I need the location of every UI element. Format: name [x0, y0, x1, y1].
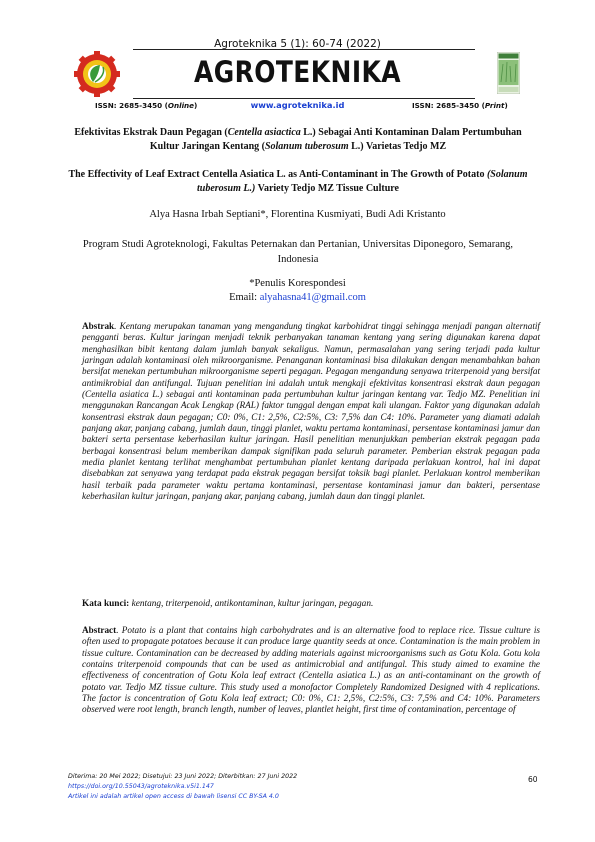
- journal-reference: Agroteknika 5 (1): 60-74 (2022): [214, 38, 381, 50]
- kata-kunci-label: Kata kunci:: [82, 599, 130, 609]
- email-link[interactable]: alyahasna41@gmail.com: [259, 292, 366, 303]
- issn-online: ISSN: 2685-3450 (Online): [95, 101, 198, 110]
- license-note: Artikel ini adalah artikel open access di bawah lisensi CC BY-SA 4.0: [68, 793, 279, 800]
- corresponding-author-note: *Penulis Korespondesi: [249, 278, 346, 289]
- header-bottom-rule: [133, 98, 475, 99]
- email-line: [0, 292, 595, 303]
- journal-website-link[interactable]: www.agroteknika.id: [250, 100, 345, 110]
- doi-link[interactable]: https://doi.org/10.55043/agroteknika.v5i1.147: [68, 783, 214, 790]
- article-dates: Diterima: 20 Mei 2022; Disetujui: 23 Juni 2022; Diterbitkan: 27 Juni 2022: [68, 773, 298, 780]
- article-footer: [68, 772, 488, 802]
- page-number: 60: [528, 775, 538, 784]
- email-label: Email:: [229, 292, 260, 303]
- journal-title: AGROTEKNIKA: [193, 55, 402, 89]
- abstract-english-paragraph: Abstract. Potato is a plant that contains high carbohydrates and is an alternative food to replace rice. Tissue culture is often used to propagate potatoes because it can produce large quantity seeds at once. Contamination is the main problem in tissue culture. Contamination can be decreased by adding materials against microorganisms such as Gotu Kola. Gotu kola contains triterpenoid compounds that can be used as antimicrobial and antifungal. This study aimed to examine the effectiveness of concentration of Gotu Kola leaf extract (Centella asiatica L.) as an anti-contaminant on the growth of potato var. Tedjo MZ tissue culture. This study used a monofactor Completely Randomized Designed with 4 replications. The factor is concentration of Gotu Kola leaf extract; C0: 0%, C1: 2,5%, C2:5%, C3: 7,5% and C4: 10%. Parameters observed were root length, branch length, number of leaves, plantlet height, first time of contamination, percentage of: [82, 625, 540, 715]
- abstrak-label: Abstrak: [82, 321, 115, 331]
- article-title-indonesian: Efektivitas Ekstrak Daun Pegagan (Centella asiactica L.) Sebagai Anti Kontaminan Dalam Pertumbuhan Kultur Jaringan Kentang (Solanum tuberosum L.) Varietas Tedjo MZ: [74, 127, 522, 152]
- article-title-english: The Effectivity of Leaf Extract Centella Asiatica L. as Anti-Contaminant in The Growth of Potato (Solanum tuberosum L.) Variety Tedjo MZ Tissue Culture: [68, 169, 528, 194]
- author-affiliation: Program Studi Agroteknologi, Fakultas Peternakan dan Pertanian, Universitas Diponegoro, Semarang, Indonesia: [82, 239, 514, 265]
- author-list: Alya Hasna Irbah Septiani*, Florentina Kusmiyati, Budi Adi Kristanto: [149, 209, 446, 220]
- abstract-label: Abstract: [82, 625, 117, 635]
- kata-kunci-paragraph: Kata kunci: kentang, triterpenoid, antikontaminan, kultur jaringan, pegagan.: [82, 599, 374, 609]
- abstrak-paragraph: Abstrak. Kentang merupakan tanaman yang mengandung tingkat karbohidrat tinggi sehingga menjadi pangan alternatif pengganti beras. Kultur jaringan menjadi teknik perbanyakan tanaman kentang yang sering digunakan karena dapat menghasilkan bibit kentang dalam jumlah banyak sekaligus. Namun, permasalahan yang sering terjadi pada kultur jaringan adalah kontaminasi oleh mikroorganisme. Penanganan kontaminasi bisa dilakukan dengan menambahkan bahan bersifat menekan pertumbuhan mikroorganisme seperti pegagan. Pegagan mengandung senyawa triterpenoid yang bersifat antimikrobial dan antifungal. Tujuan penelitian ini adalah untuk mengkaji efektivitas konsentrasi ekstrak daun pegagan (Centella asiatica L.) sebagai anti kontaminan pada pertumbuhan kultur jaringan kentang var. Tedjo MZ. Penelitian ini menggunakan Rancangan Acak Lengkap (RAL) faktor tunggal dengan empat kali ulangan. Faktor yang digunakan adalah konsentrasi ekstrak daun pegagan; C0: 0%, C1: 2,5%, C2:5%, C3: 7,5% dan C4: 10%. Parameter yang diamati adalah panjang akar, panjang cabang, jumlah daun, tinggi planlet, waktu pertama kontaminasi, persentase kontaminasi jamur dan bakteri serta persentase keberhasilan kultur jaringan. Hasil penelitian menunjukkan pemberian ekstrak pegagan pada berbagai konsentrasi belum memberikan dampak signifikan pada seluruh parameter. Pemberian ekstrak pegagan pada media planlet kentang terlihat menghambat pertumbuhan planlet kentang daripada perlakuan kontrol, hal ini dapat disebabkan zat senyawa yang terdapat pada ekstrak pegagan bersifat toksik bagi planlet. Perlakuan kontrol memberikan hasil terbaik pada parameter waktu pertama kontaminasi, persentase kontaminasi jamur dan bakteri, persentase keberhasilan kultur jaringan, panjang akar, panjang cabang, jumlah daun dan tinggi planlet.: [82, 321, 540, 502]
- issn-print: ISSN: 2685-3450 (Print): [412, 101, 508, 110]
- journal-cover-icon: [497, 52, 520, 94]
